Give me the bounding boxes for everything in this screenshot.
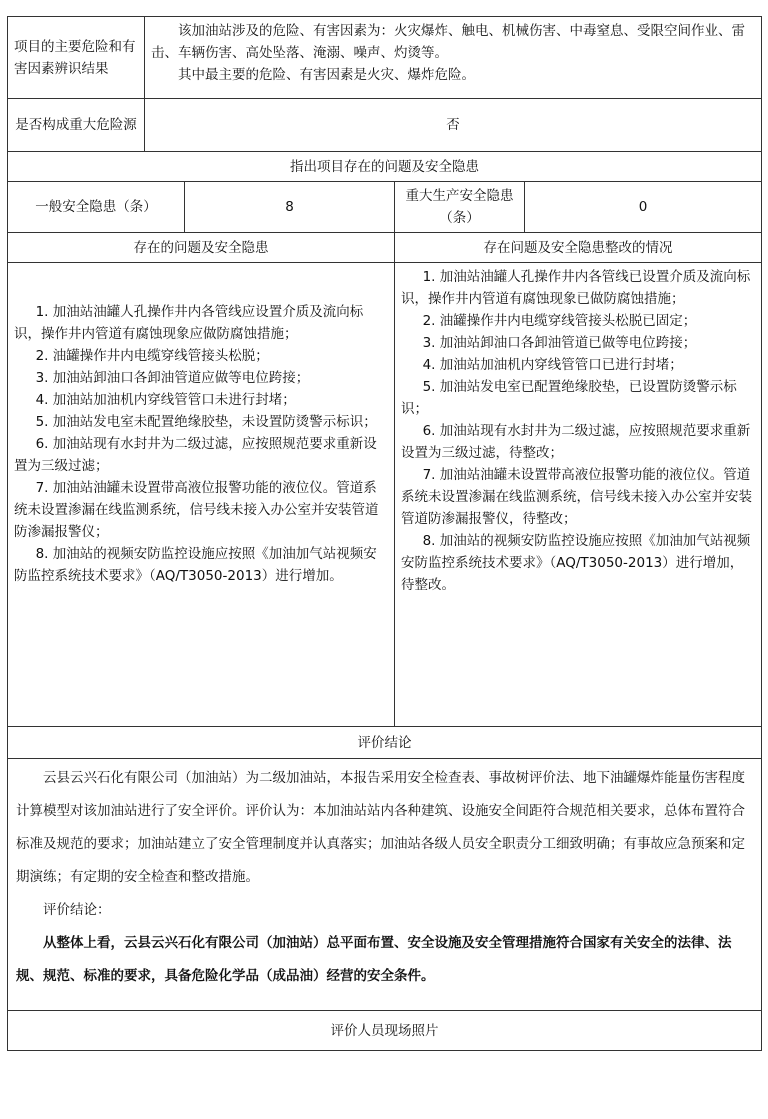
general-issues-label: 一般安全隐患（条） [8,182,185,233]
hazards-main: 其中最主要的危险、有害因素是火灾、爆炸危险。 [178,67,475,83]
conclusion-statement: 从整体上看，云县云兴石化有限公司（加油站）总平面布置、安全设施及安全管理措施符合国家有关安全的法律、法规、规范、标准的要求，具备危险化学品（成品油）经营的安全条件。 [16,935,732,984]
issue-item: 7. 加油站油罐未设置带高液位报警功能的液位仪。管道系统未设置渗漏在线监测系统，信号线未接入办公室并安装管道防渗漏报警仪； [14,480,379,540]
major-hazard-label: 是否构成重大危险源 [8,99,145,152]
evaluation-table [7,16,762,1051]
issue-item: 8. 加油站的视频安防监控设施应按照《加油加气站视频安防监控系统技术要求》（AQ/T3050-2013）进行增加。 [14,546,377,584]
fix-item: 8. 加油站的视频安防监控设施应按照《加油加气站视频安防监控系统技术要求》（AQ/T3050-2013）进行增加，待整改。 [401,533,751,593]
issues-title: 指出项目存在的问题及安全隐患 [8,152,762,182]
general-issues-value: 8 [185,182,395,233]
fix-item: 4. 加油站加油机内穿线管管口已进行封堵； [422,357,683,373]
conclusion-title: 评价结论 [8,727,762,759]
hazards-text: 该加油站涉及的危险、有害因素为：火灾爆炸、触电、机械伤害、中毒窒息、受限空间作业、雷击、车辆伤害、高处坠落、淹溺、噪声、灼烫等。 [151,23,745,61]
fix-item: 6. 加油站现有水封井为二级过滤，应按照规范要求重新设置为三级过滤，待整改； [401,423,751,461]
fix-item: 5. 加油站发电室已配置绝缘胶垫，已设置防烫警示标识； [401,379,737,417]
hazards-label: 项目的主要危险和有害因素辨识结果 [8,17,145,99]
issue-item: 2. 油罐操作井内电缆穿线管接头松脱； [35,348,269,364]
issue-item: 6. 加油站现有水封井为二级过滤，应按照规范要求重新设置为三级过滤； [14,436,377,474]
fix-item: 3. 加油站卸油口各卸油管道已做等电位跨接； [422,335,697,351]
major-issues-label: 重大生产安全隐患（条） [395,182,525,233]
issue-item: 1. 加油站油罐人孔操作井内各管线应设置介质及流向标识，操作井内管道有腐蚀现象应做防腐蚀措施； [14,304,364,342]
photos-title: 评价人员现场照片 [8,1011,762,1051]
issue-item: 4. 加油站加油机内穿线管管口未进行封堵； [35,392,296,408]
major-hazard-value: 否 [145,99,762,152]
fixes-column-header: 存在问题及安全隐患整改的情况 [395,233,762,263]
issues-column-header: 存在的问题及安全隐患 [8,233,395,263]
conclusion-label: 评价结论： [43,902,111,918]
fix-item: 2. 油罐操作井内电缆穿线管接头松脱已固定； [422,313,697,329]
fix-item: 1. 加油站油罐人孔操作井内各管线已设置介质及流向标识，操作井内管道有腐蚀现象已做防腐蚀措施； [401,269,751,307]
major-issues-value: 0 [525,182,762,233]
issue-item: 3. 加油站卸油口各卸油管道应做等电位跨接； [35,370,310,386]
conclusion-paragraph: 云县云兴石化有限公司（加油站）为二级加油站，本报告采用安全检查表、事故树评价法、地下油罐爆炸能量伤害程度计算模型对该加油站进行了安全评价。评价认为：本加油站站内各种建筑、设施安全间距符合规范相关要求，总体布置符合标准及规范的要求；加油站建立了安全管理制度并认真落实；加油站各级人员安全职责分工细致明确；有事故应急预案和定期演练；有定期的安全检查和整改措施。 [16,770,745,885]
fix-item: 7. 加油站油罐未设置带高液位报警功能的液位仪。管道系统未设置渗漏在线监测系统，信号线未接入办公室并安装管道防渗漏报警仪，待整改； [401,467,752,527]
issue-item: 5. 加油站发电室未配置绝缘胶垫，未设置防烫警示标识； [35,414,377,430]
